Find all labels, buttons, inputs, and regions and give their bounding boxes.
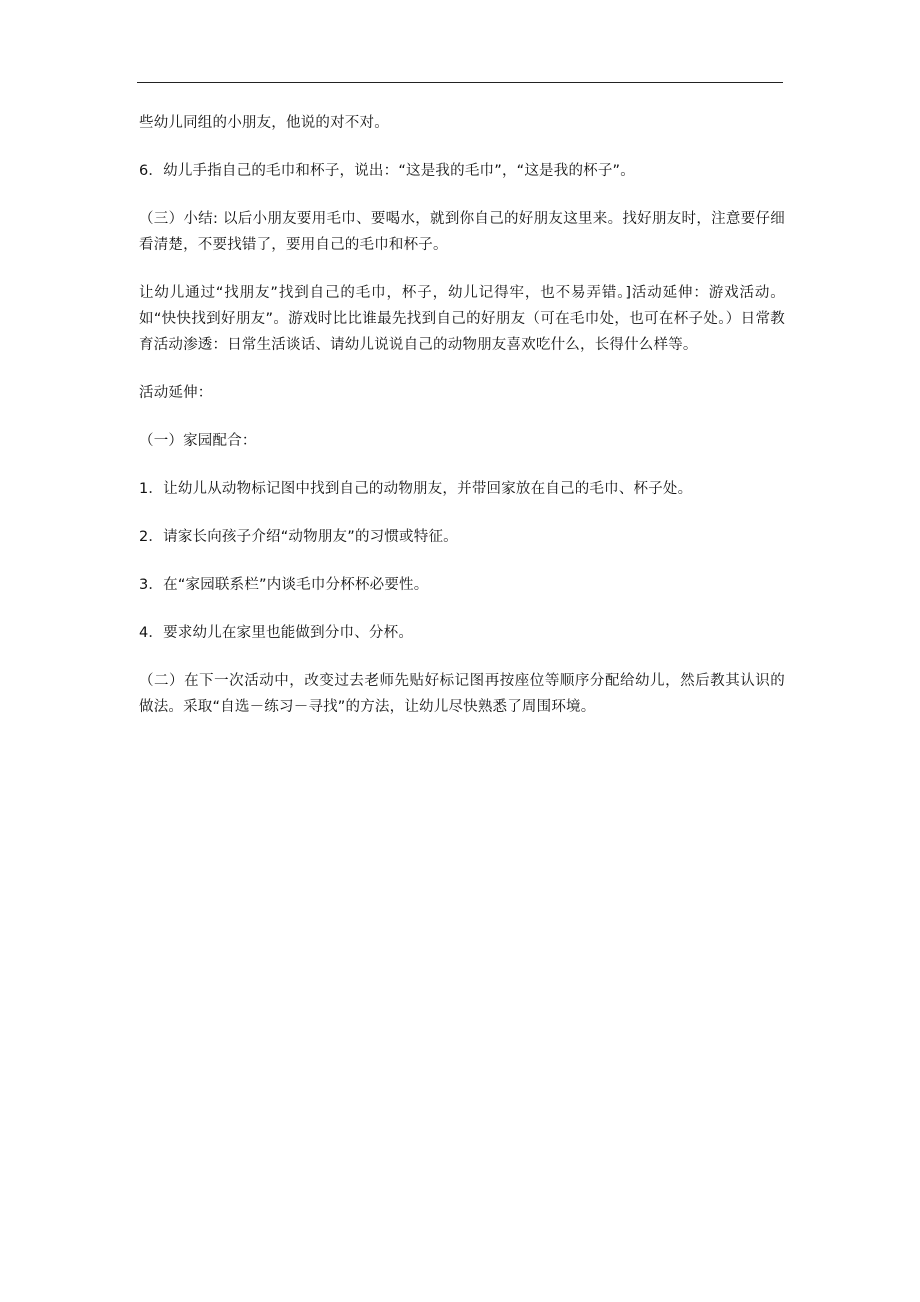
document-body [139,110,785,742]
list-item-2: 2．请家长向孩子介绍“动物朋友”的习惯或特征。 [139,529,458,545]
section-heading-extension: 活动延伸： [139,385,213,401]
paragraph-next-activity: （二）在下一次活动中，改变过去老师先贴好标记图再按座位等顺序分配给幼儿，然后教其认识的做法。采取“自选－练习－寻找”的方法，让幼儿尽快熟悉了周围环境。 [139,673,785,715]
list-item-3: 3．在“家园联系栏”内谈毛巾分杯杯必要性。 [139,577,429,593]
list-item-1: 1．让幼儿从动物标记图中找到自己的动物朋友，并带回家放在自己的毛巾、杯子处。 [139,481,693,497]
paragraph-item-6: 6．幼儿手指自己的毛巾和杯子，说出：“这是我的毛巾”，“这是我的杯子”。 [139,163,635,179]
paragraph-continuation: 些幼儿同组的小朋友，他说的对不对。 [139,115,389,131]
list-item-4: 4．要求幼儿在家里也能做到分巾、分杯。 [139,625,414,641]
paragraph-summary: （三）小结: 以后小朋友要用毛巾、要喝水，就到你自己的好朋友这里来。找好朋友时，注意要仔细看清楚，不要找错了，要用自己的毛巾和杯子。 [139,211,785,253]
subsection-heading-home: （一）家园配合： [139,433,257,449]
paragraph-find-friends: 让幼儿通过“找朋友”找到自己的毛巾，杯子，幼儿记得牢，也不易弄错。]活动延伸：游戏活动。如“快快找到好朋友”。游戏时比比谁最先找到自己的好朋友（可在毛巾处，也可在杯子处。）日常教育活动渗透：日常生活谈话、请幼儿说说自己的动物朋友喜欢吃什么，长得什么样等。 [139,285,785,353]
header-rule [137,82,783,83]
